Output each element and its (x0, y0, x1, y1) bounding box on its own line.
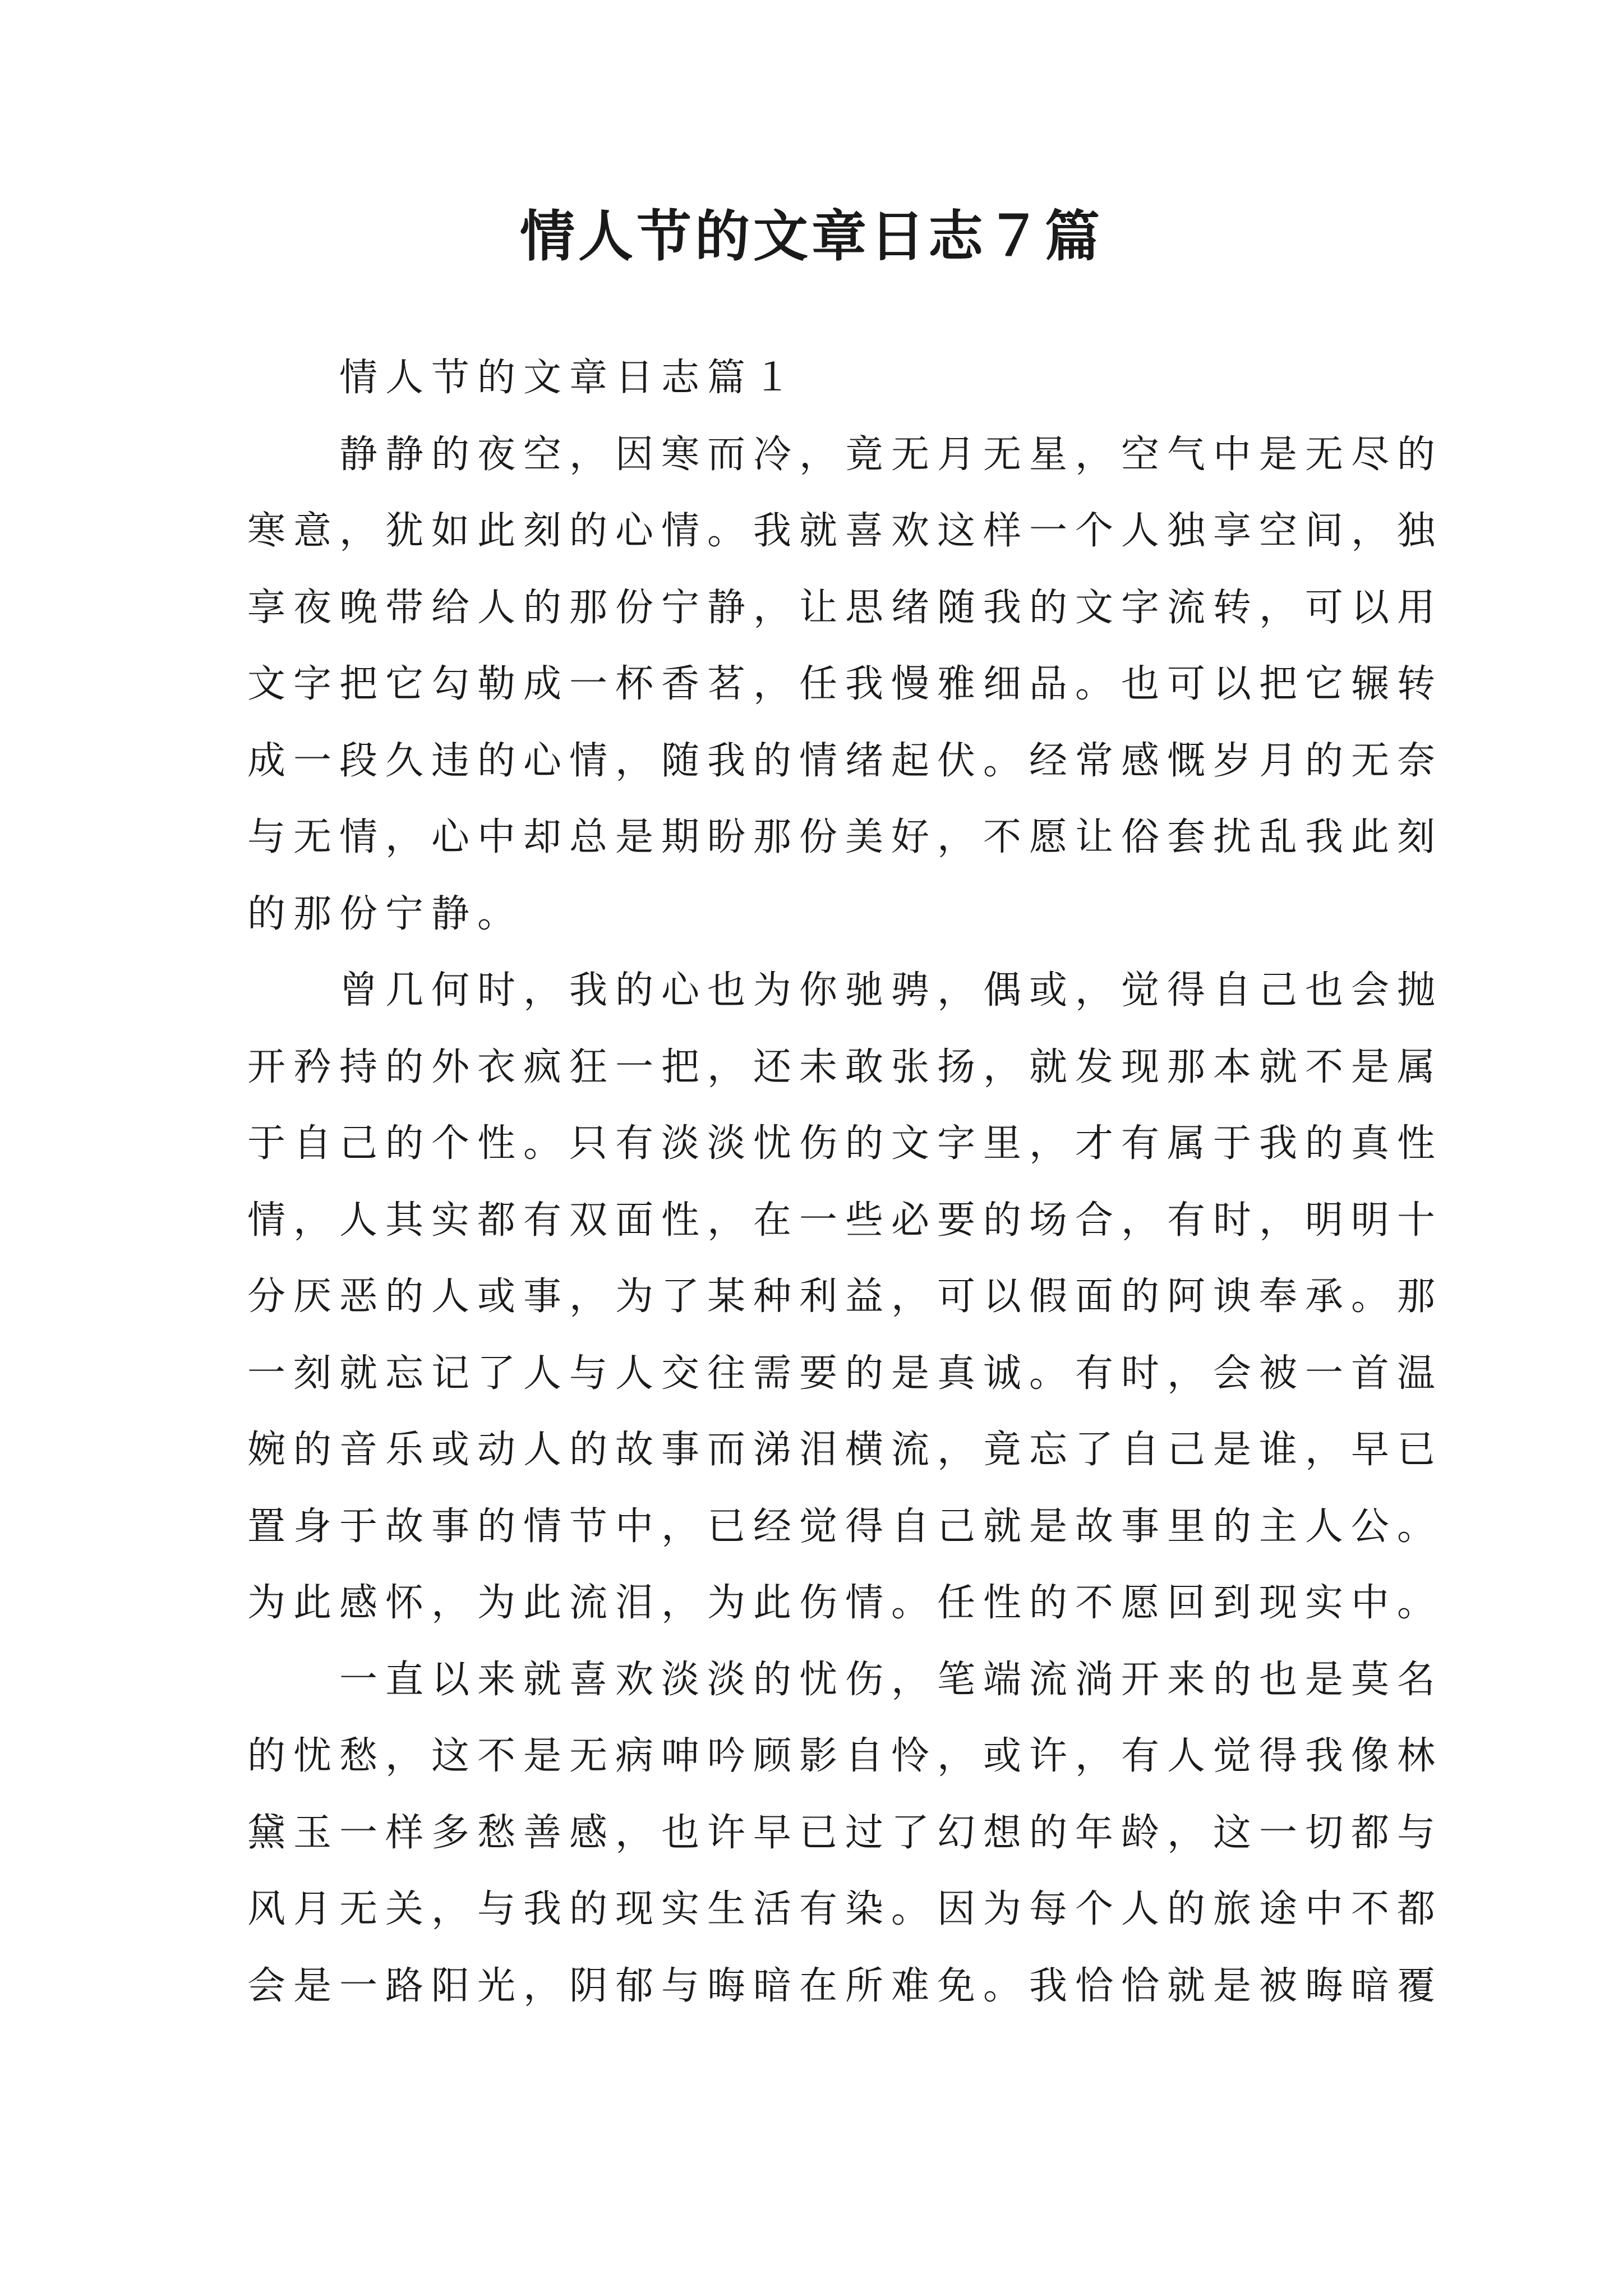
body-line: 开矜持的外衣疯狂一把，还未敢张扬，就发现那本就不是属 (247, 1045, 1444, 1089)
body-line: 风月无关，与我的现实生活有染。因为每个人的旅途中不都 (247, 1887, 1444, 1931)
body-line: 文字把它勾勒成一杯香茗，任我慢雅细品。也可以把它辗转 (247, 662, 1444, 706)
body-line: 成一段久违的心情，随我的情绪起伏。经常感慨岁月的无奈 (247, 738, 1444, 783)
document-body (247, 340, 1444, 2024)
body-line: 会是一路阳光，阴郁与晦暗在所难免。我恰恰就是被晦暗覆 (247, 1963, 1444, 2008)
body-line: 寒意，犹如此刻的心情。我就喜欢这样一个人独享空间，独 (247, 509, 1444, 553)
body-line: 的忧愁，这不是无病呻吟顾影自怜，或许，有人觉得我像林 (247, 1734, 1444, 1778)
body-line: 一刻就忘记了人与人交往需要的是真诚。有时，会被一首温 (247, 1351, 1444, 1396)
body-line: 置身于故事的情节中，已经觉得自己就是故事里的主人公。 (247, 1504, 1444, 1549)
body-line: 一直以来就喜欢淡淡的忧伤，笔端流淌开来的也是莫名 (339, 1657, 1444, 1702)
body-line: 情，人其实都有双面性，在一些必要的场合，有时，明明十 (247, 1198, 1444, 1243)
body-line: 于自己的个性。只有淡淡忧伤的文字里，才有属于我的真性 (247, 1121, 1444, 1166)
section-heading: 情人节的文章日志篇１ (339, 356, 800, 400)
body-line: 与无情，心中却总是期盼那份美好，不愿让俗套扰乱我此刻 (247, 815, 1444, 859)
body-line: 曾几何时，我的心也为你驰骋，偶或，觉得自己也会抛 (339, 968, 1444, 1013)
body-line: 分厌恶的人或事，为了某种利益，可以假面的阿谀奉承。那 (247, 1274, 1444, 1319)
document-title: 情人节的文章日志７篇 (519, 204, 1103, 269)
body-line: 黛玉一样多愁善感，也许早已过了幻想的年龄，这一切都与 (247, 1810, 1444, 1855)
body-line: 的那份宁静。 (247, 891, 524, 936)
body-line: 享夜晚带给人的那份宁静，让思绪随我的文字流转，可以用 (247, 585, 1444, 630)
body-line: 为此感怀，为此流泪，为此伤情。任性的不愿回到现实中。 (247, 1581, 1444, 1625)
body-line: 静静的夜空，因寒而冷，竟无月无星，空气中是无尽的 (339, 432, 1444, 477)
body-line: 婉的音乐或动人的故事而涕泪横流，竟忘了自己是谁，早已 (247, 1428, 1444, 1472)
